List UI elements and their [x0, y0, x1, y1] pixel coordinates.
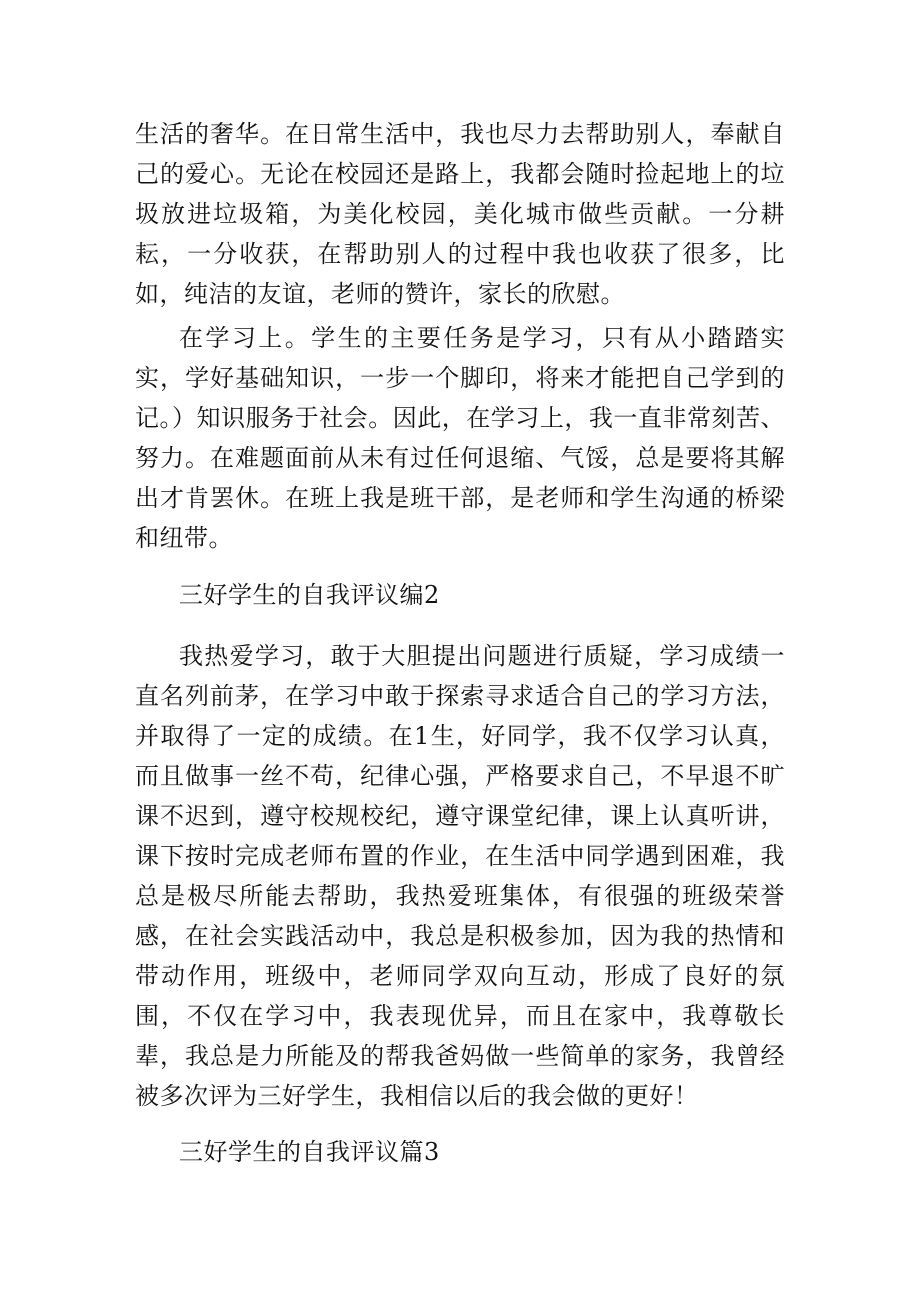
paragraph-study: 在学习上。学生的主要任务是学习，只有从小踏踏实实，学好基础知识，一步一个脚印，将来才能把自己学到的记。）知识服务于社会。因此，在学习上，我一直非常刻苦、努力。在难题面前从未有过任何退缩、气馁，总是要将其解出才肯罢休。在班上我是班干部，是老师和学生沟通的桥梁和纽带。	[135, 324, 785, 552]
section-heading-2: 三好学生的自我评议编2	[179, 581, 440, 609]
section-heading-3: 三好学生的自我评议篇3	[179, 1138, 440, 1166]
paragraph-self-evaluation: 我热爱学习，敢于大胆提出问题进行质疑，学习成绩一直名列前茅，在学习中敢于探索寻求适合自己的学习方法，并取得了一定的成绩。在1生，好同学，我不仅学习认真，而且做事一丝不苟，纪律心强，严格要求自己，不早退不旷课不迟到，遵守校规校纪，遵守课堂纪律，课上认真听讲，课下按时完成老师布置的作业，在生活中同学遇到困难，我总是极尽所能去帮助，我热爱班集体，有很强的班级荣誉感，在社会实践活动中，我总是积极参加，因为我的热情和带动作用，班级中，老师同学双向互动，形成了良好的氛围，不仅在学习中，我表现优异，而且在家中，我尊敬长辈，我总是力所能及的帮我爸妈做一些简单的家务，我曾经被多次评为三好学生，我相信以后的我会做的更好！	[135, 642, 785, 1110]
paragraph-helping-others: 生活的奢华。在日常生活中，我也尽力去帮助别人，奉献自己的爱心。无论在校园还是路上，我都会随时捡起地上的垃圾放进垃圾箱，为美化校园，美化城市做些贡献。一分耕耘，一分收获，在帮助别人的过程中我也收获了很多，比如，纯洁的友谊，老师的赞许，家长的欣慰。	[135, 120, 785, 308]
